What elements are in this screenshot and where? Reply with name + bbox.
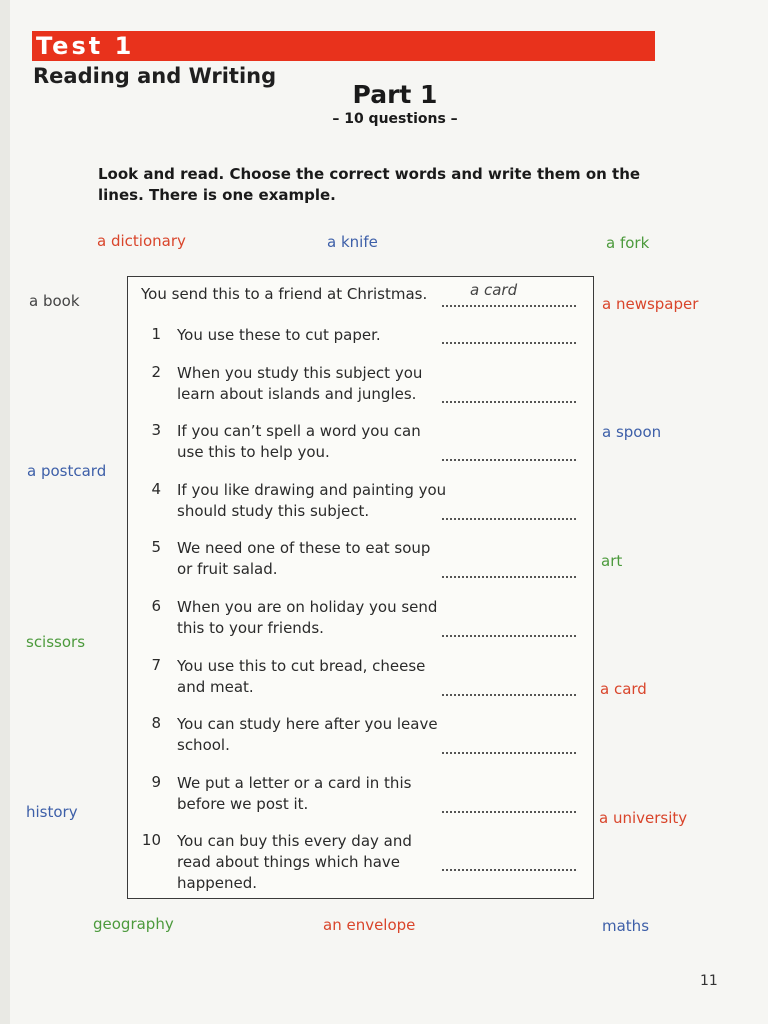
question-row bbox=[128, 656, 593, 708]
word-bank-item: a newspaper bbox=[602, 295, 699, 313]
answer-line[interactable] bbox=[442, 811, 576, 813]
question-number: 10 bbox=[141, 831, 161, 849]
word-bank-item: a card bbox=[600, 680, 647, 698]
question-row bbox=[128, 363, 593, 415]
question-text: We need one of these to eat soup or fruit salad. bbox=[177, 539, 431, 578]
answer-line[interactable] bbox=[442, 518, 576, 520]
question-number: 6 bbox=[151, 597, 161, 615]
example-answer: a card bbox=[470, 281, 518, 299]
part-subtitle: – 10 questions – bbox=[332, 111, 458, 127]
section-title: Reading and Writing bbox=[33, 64, 277, 88]
question-row bbox=[128, 597, 593, 649]
question-text: If you can’t spell a word you can use this to help you. bbox=[177, 422, 421, 461]
question-text: You use this to cut bread, cheese and meat. bbox=[177, 657, 426, 696]
question-number: 2 bbox=[151, 363, 161, 381]
word-bank-item: history bbox=[26, 803, 78, 821]
question-row bbox=[128, 480, 593, 532]
question-number: 3 bbox=[151, 421, 161, 439]
word-bank-item: scissors bbox=[26, 633, 86, 651]
question-number: 9 bbox=[151, 773, 161, 791]
example-question: You send this to a friend at Christmas. bbox=[141, 285, 428, 303]
question-number: 5 bbox=[151, 538, 161, 556]
word-bank-item: a postcard bbox=[27, 462, 107, 480]
question-text: You use these to cut paper. bbox=[177, 326, 381, 344]
question-text: When you are on holiday you send this to your friends. bbox=[177, 598, 438, 637]
word-bank-item: a spoon bbox=[602, 423, 662, 441]
word-bank-item: a knife bbox=[327, 233, 378, 251]
question-text: If you like drawing and painting you should study this subject. bbox=[177, 481, 447, 520]
question-row bbox=[128, 773, 593, 825]
answer-line[interactable] bbox=[442, 635, 576, 637]
question-text: You can study here after you leave school. bbox=[177, 715, 438, 754]
question-row bbox=[128, 714, 593, 766]
word-bank-item: art bbox=[601, 552, 623, 570]
instructions: Look and read. Choose the correct words and write them on the lines. There is one example. bbox=[98, 165, 641, 204]
test-header-bar bbox=[32, 31, 655, 61]
question-number: 8 bbox=[151, 714, 161, 732]
question-number: 1 bbox=[151, 325, 161, 343]
part-title: Part 1 bbox=[352, 80, 438, 109]
word-bank-item: a university bbox=[599, 809, 688, 827]
page-edge bbox=[0, 0, 10, 1024]
word-bank-item: a fork bbox=[606, 234, 650, 252]
word-bank-item: a dictionary bbox=[97, 232, 186, 250]
answer-line[interactable] bbox=[442, 459, 576, 461]
answer-line[interactable] bbox=[442, 752, 576, 754]
test-label: Test 1 bbox=[36, 32, 135, 60]
answer-line[interactable] bbox=[442, 576, 576, 578]
answer-line[interactable] bbox=[442, 869, 576, 871]
page-number: 11 bbox=[700, 973, 718, 989]
question-row bbox=[128, 831, 593, 892]
word-bank-item: maths bbox=[602, 917, 650, 935]
word-bank-item: an envelope bbox=[323, 916, 416, 934]
question-number: 4 bbox=[151, 480, 161, 498]
questions-box bbox=[127, 276, 594, 899]
question-number: 7 bbox=[151, 656, 161, 674]
word-bank-item: geography bbox=[93, 915, 174, 933]
question-row bbox=[128, 538, 593, 590]
question-text: You can buy this every day and read about things which have happened. bbox=[177, 832, 412, 892]
answer-line[interactable] bbox=[442, 401, 576, 403]
answer-line[interactable] bbox=[442, 342, 576, 344]
question-text: When you study this subject you learn about islands and jungles. bbox=[177, 364, 423, 403]
word-bank-item: a book bbox=[29, 292, 80, 310]
question-row bbox=[128, 421, 593, 473]
answer-line[interactable] bbox=[442, 694, 576, 696]
question-text: We put a letter or a card in this before we post it. bbox=[177, 774, 412, 813]
